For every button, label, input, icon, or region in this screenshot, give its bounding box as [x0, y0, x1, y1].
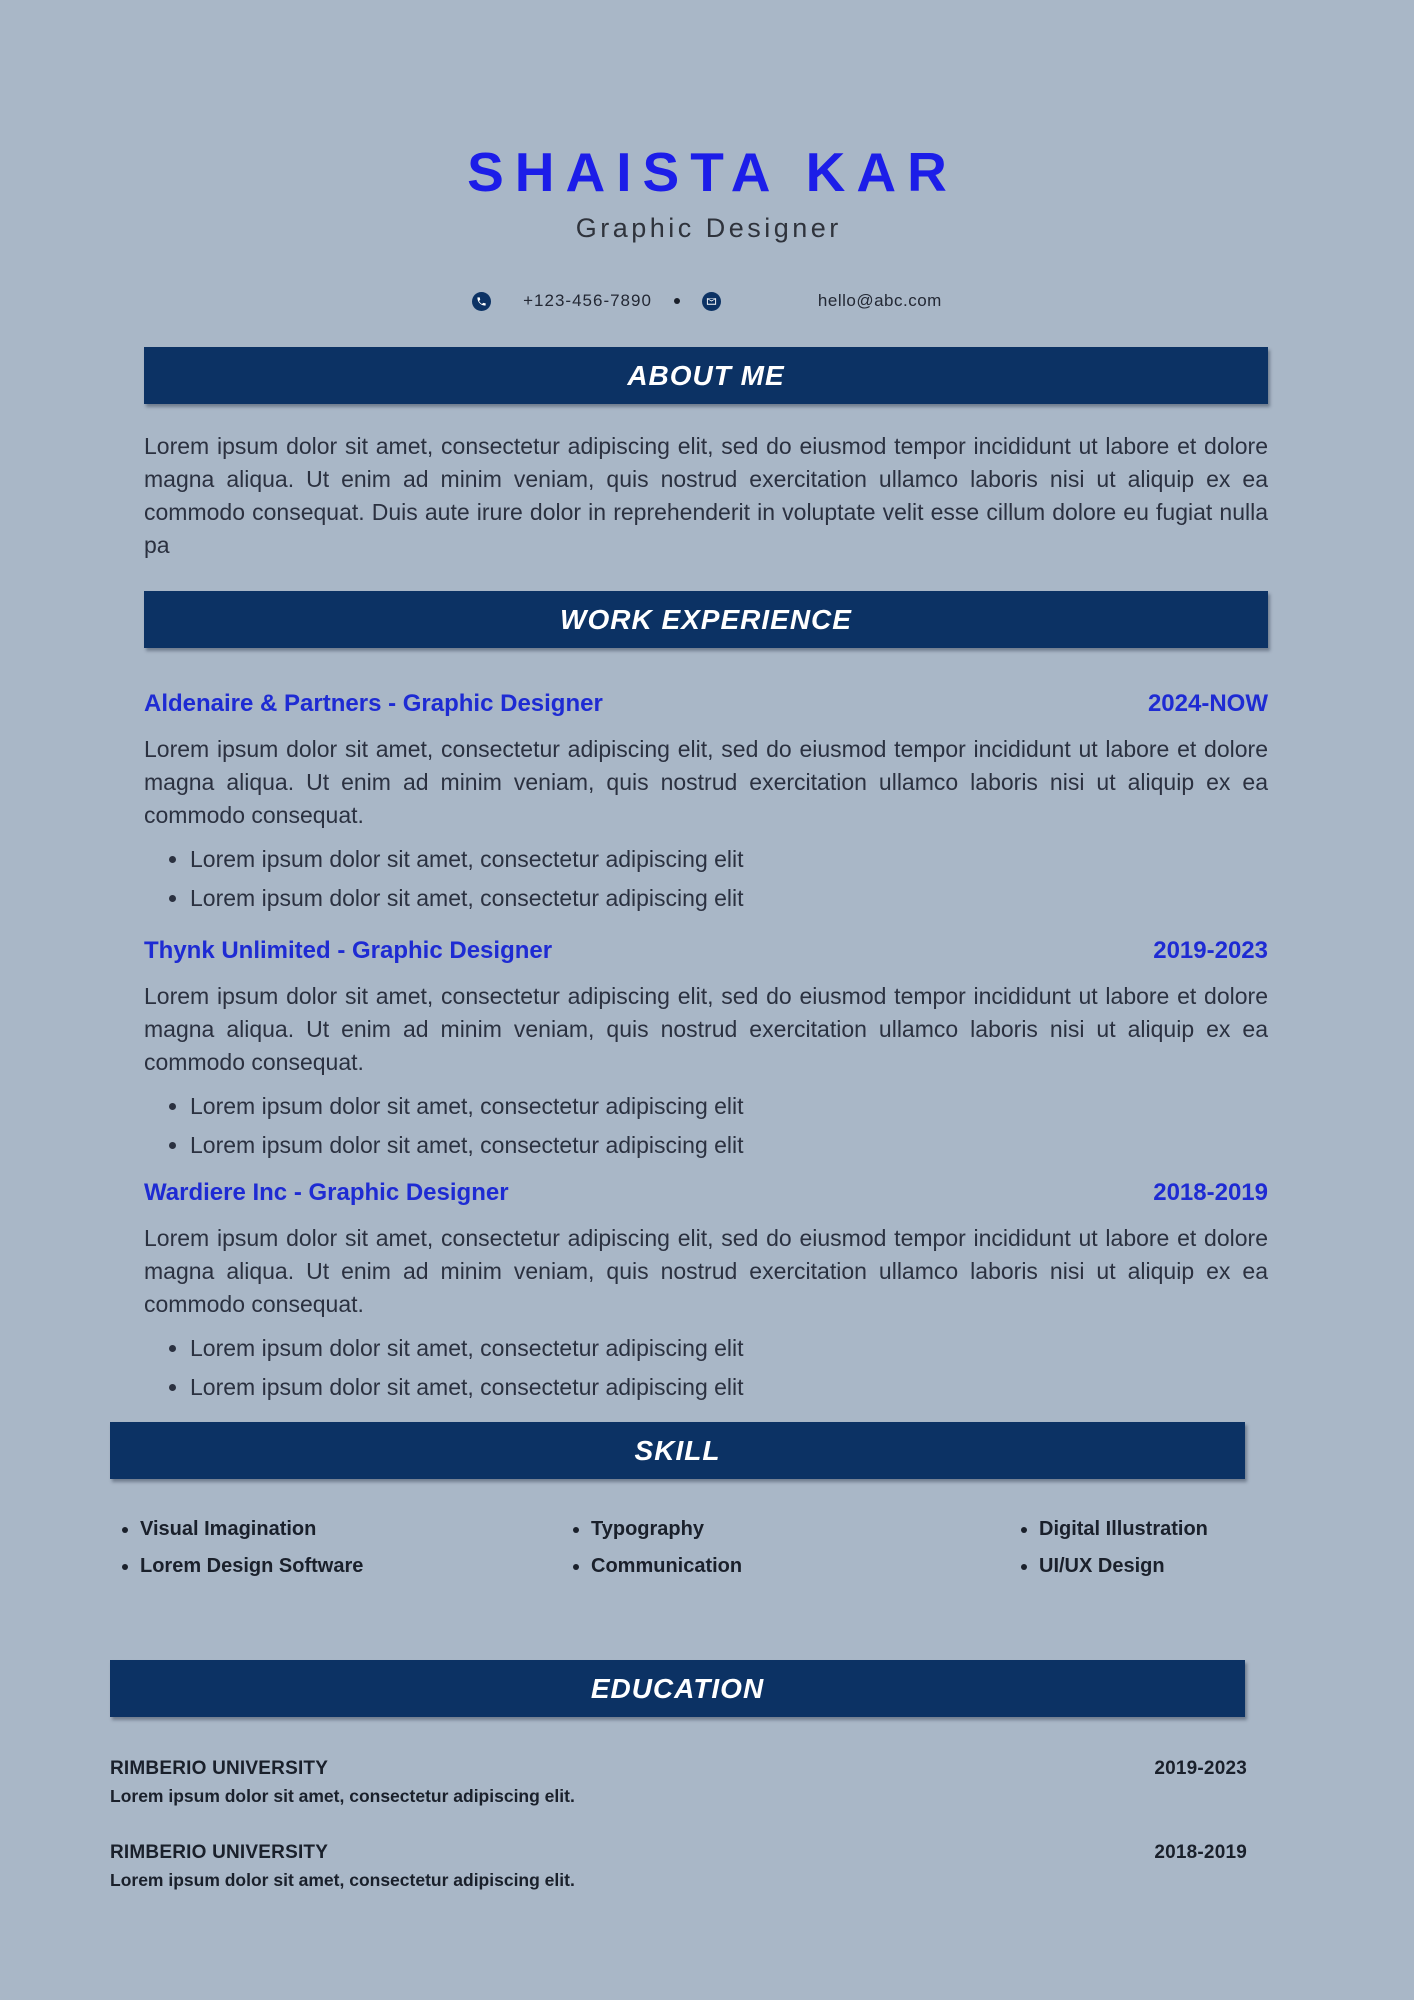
skills-grid [110, 1516, 1250, 1590]
dot-separator [674, 298, 680, 304]
email-address: hello@abc.com [817, 291, 942, 310]
job-bullet: • Lorem ipsum dolor sit amet, consectetur adipiscing elit [190, 1132, 1268, 1158]
skill-item: • Digital Illustration [1039, 1516, 1250, 1542]
person-name: SHAISTA KAR [467, 141, 958, 203]
education-dates: 2019-2023 [1154, 1758, 1247, 1779]
skill-item: • Visual Imagination [140, 1516, 561, 1542]
skills-column [110, 1516, 561, 1590]
job-bullet: • Lorem ipsum dolor sit amet, consectetur adipiscing elit [190, 1335, 1268, 1361]
job-title: Aldenaire & Partners - Graphic Designer [144, 690, 603, 717]
job-dates: 2019-2023 [1153, 937, 1268, 964]
job-dates: 2024-NOW [1147, 690, 1268, 717]
job-bullet: • Lorem ipsum dolor sit amet, consectetur adipiscing elit [190, 846, 1268, 872]
skill-item: • UI/UX Design [1039, 1553, 1250, 1579]
education-header [110, 1757, 1247, 1781]
job-entry [144, 1178, 1268, 1413]
job-bullet: • Lorem ipsum dolor sit amet, consectetur adipiscing elit [190, 885, 1268, 911]
job-bullet-list [144, 846, 1268, 911]
section-header-education: EDUCATION [110, 1660, 1245, 1717]
job-header [144, 689, 1268, 719]
job-description: Lorem ipsum dolor sit amet, consectetur adipiscing elit, sed do eiusmod tempor incididunt ut labore et dolore magna aliqua. Ut enim ad minim veniam, quis nostrud exercitation ullamco laboris nisi ut aliquip ex ea commodo consequat. [144, 1225, 1268, 1317]
job-bullet-list [144, 1093, 1268, 1158]
skills-column [1009, 1516, 1250, 1590]
email-icon [702, 292, 721, 311]
skills-column [561, 1516, 1009, 1590]
job-entry [144, 689, 1268, 924]
contact-row [0, 291, 1414, 311]
job-header [144, 936, 1268, 966]
skill-item: • Lorem Design Software [140, 1553, 561, 1579]
skill-item: • Communication [591, 1553, 1009, 1579]
job-bullet: • Lorem ipsum dolor sit amet, consectetur adipiscing elit [190, 1093, 1268, 1119]
section-header-about: ABOUT ME [144, 347, 1268, 404]
job-bullet-list [144, 1335, 1268, 1400]
education-school: RIMBERIO UNIVERSITY [110, 1758, 329, 1779]
job-dates: 2018-2019 [1153, 1179, 1268, 1206]
skill-item: • Typography [591, 1516, 1009, 1542]
education-detail: Lorem ipsum dolor sit amet, consectetur adipiscing elit. [110, 1786, 575, 1806]
job-bullet: • Lorem ipsum dolor sit amet, consectetur adipiscing elit [190, 1374, 1268, 1400]
education-header [110, 1841, 1247, 1865]
education-detail: Lorem ipsum dolor sit amet, consectetur adipiscing elit. [110, 1870, 575, 1890]
about-paragraph: Lorem ipsum dolor sit amet, consectetur adipiscing elit, sed do eiusmod tempor incididunt ut labore et dolore magna aliqua. Ut enim ad minim veniam, quis nostrud exercitation ullamco laboris nisi ut aliquip ex ea commodo consequat. Duis aute irure dolor in reprehenderit in voluptate velit esse cillum dolore eu fugiat nulla pa [144, 433, 1268, 558]
education-entry [110, 1757, 1247, 1808]
section-header-work-experience: WORK EXPERIENCE [144, 591, 1268, 648]
section-header-skill: SKILL [110, 1422, 1245, 1479]
person-role: Graphic Designer [575, 213, 842, 243]
job-description: Lorem ipsum dolor sit amet, consectetur adipiscing elit, sed do eiusmod tempor incididunt ut labore et dolore magna aliqua. Ut enim ad minim veniam, quis nostrud exercitation ullamco laboris nisi ut aliquip ex ea commodo consequat. [144, 983, 1268, 1075]
education-entry [110, 1841, 1247, 1892]
education-dates: 2018-2019 [1154, 1842, 1247, 1863]
job-description: Lorem ipsum dolor sit amet, consectetur adipiscing elit, sed do eiusmod tempor incididunt ut labore et dolore magna aliqua. Ut enim ad minim veniam, quis nostrud exercitation ullamco laboris nisi ut aliquip ex ea commodo consequat. [144, 736, 1268, 828]
phone-number: +123-456-7890 [523, 291, 652, 310]
job-title: Thynk Unlimited - Graphic Designer [144, 937, 553, 964]
job-title: Wardiere Inc - Graphic Designer [144, 1179, 509, 1206]
job-entry [144, 936, 1268, 1171]
job-header [144, 1178, 1268, 1208]
education-school: RIMBERIO UNIVERSITY [110, 1842, 329, 1863]
phone-icon [472, 292, 491, 311]
